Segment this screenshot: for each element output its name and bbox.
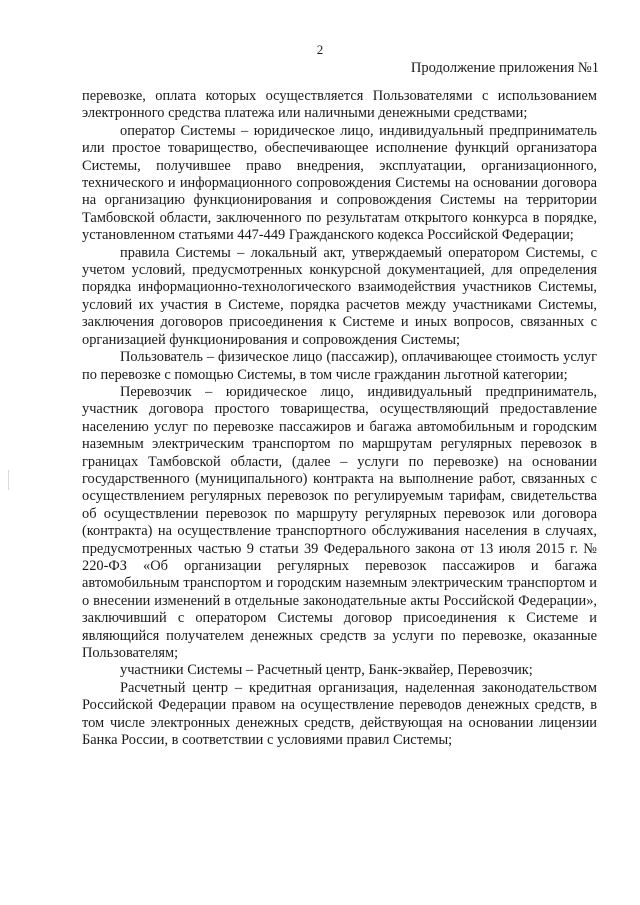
paragraph-continuation: перевозке, оплата которых осуществляется Пользователями с использованием электронного средства платежа или наличными денежными средствами; [82, 88, 597, 122]
paragraph-system-rules: правила Системы – локальный акт, утверждаемый оператором Системы, с учетом условий, предусмотренных конкурсной документацией, для определения порядка информационно-технологического взаимодействия участников Системы, условий их участия в Системе, порядка расчетов между участниками Системы, заключения договоров присоединения к Системе и иных вопросов, связанных с организацией функционирования и сопровождения Системы; [82, 244, 597, 348]
paragraph-carrier: Перевозчик – юридическое лицо, индивидуальный предприниматель, участник договора простого товарищества, осуществляющий предоставление населению услуг по перевозке пассажиров и багажа автомобильным и городским наземным электрическим транспортом по маршрутам регулярных перевозок в границах Тамбовской области, (далее – услуги по перевозке) на основании государственного (муниципального) контракта на выполнение работ, связанных с осуществлением регулярных перевозок по регулируемым тарифам, свидетельства об осуществлении перевозок по маршруту регулярных перевозок или договора (контракта) на осуществление транспортного обслуживания населения в случаях, предусмотренных частью 9 статьи 39 Федерального закона от 13 июля 2015 г. № 220-ФЗ «Об организации регулярных перевозок пассажиров и багажа автомобильным транспортом и городским наземным электрическим транспортом и о внесении изменений в отдельные законодательные акты Российской Федерации», заключивший с оператором Системы договор присоединения к Системе и являющийся получателем денежных средств за услуги по перевозке, оказанные Пользователям; [82, 383, 597, 661]
appendix-continuation-note: Продолжение приложения №1 [410, 60, 599, 76]
paragraph-system-operator: оператор Системы – юридическое лицо, индивидуальный предприниматель или простое товарищество, обеспечивающее исполнение функций организатора Системы, получившее право внедрения, эксплуатации, организационного, технического и информационного сопровождения Системы на основании договора на организацию функционирования и сопровождения Системы на территории Тамбовской области, заключенного по результатам открытого конкурса в порядке, установленном статьями 447-449 Гражданского кодекса Российской Федерации; [82, 122, 597, 244]
scan-margin-mark [8, 470, 9, 490]
page-number: 2 [316, 42, 324, 57]
paragraph-system-participants: участники Системы – Расчетный центр, Банк-эквайер, Перевозчик; [120, 662, 533, 679]
document-body [82, 88, 597, 749]
paragraph-settlement-center: Расчетный центр – кредитная организация, наделенная законодательством Российской Федерации правом на осуществление переводов денежных средств, в том числе электронных денежных средств, действующая на основании лицензии Банка России, в соответствии с условиями правил Системы; [82, 679, 597, 749]
paragraph-user: Пользователь – физическое лицо (пассажир), оплачивающее стоимость услуг по перевозке с помощью Системы, в том числе гражданин льготной категории; [82, 349, 597, 383]
